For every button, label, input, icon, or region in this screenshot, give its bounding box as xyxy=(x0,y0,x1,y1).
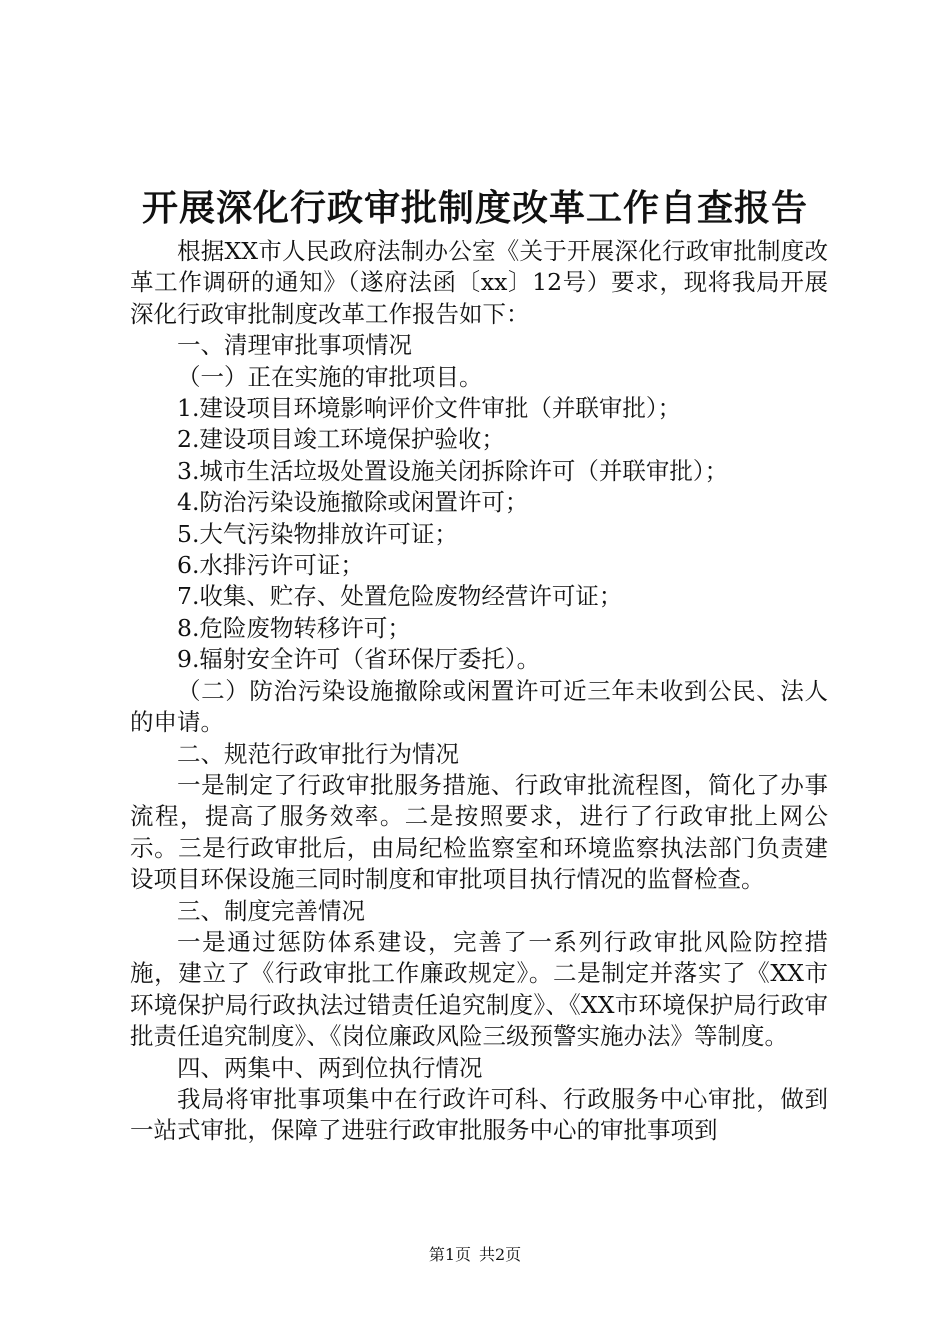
list-item: 8.危险废物转移许可； xyxy=(177,613,411,642)
document-title: 开展深化行政审批制度改革工作自查报告 xyxy=(141,187,808,229)
page-number: 第1页 xyxy=(428,1245,471,1264)
subsection-heading-1: （一）正在实施的审批项目。 xyxy=(177,362,483,391)
section-heading-4: 四、两集中、两到位执行情况 xyxy=(177,1053,483,1082)
list-item: 4.防治污染设施撤除或闲置许可； xyxy=(177,488,529,517)
list-item: 1.建设项目环境影响评价文件审批（并联审批）； xyxy=(177,394,682,423)
list-item: 5.大气污染物排放许可证； xyxy=(177,519,458,548)
list-item: 3.城市生活垃圾处置设施关闭拆除许可（并联审批）； xyxy=(177,456,729,485)
paragraph-section-3: 一是通过惩防体系建设，完善了一系列行政审批风险防控措施，建立了《行政审批工作廉政规定》。二是制定并落实了《XX市环境保护局行政执法过错责任追究制度》、《XX市环境保护局行政审批责任追究制度》、《岗位廉政风险三级预警实施办法》等制度。 xyxy=(130,927,828,1051)
section-heading-1: 一、清理审批事项情况 xyxy=(177,331,412,360)
list-item: 2.建设项目竣工环境保护验收； xyxy=(177,425,505,454)
section-heading-3: 三、制度完善情况 xyxy=(177,896,365,925)
list-item: 6.水排污许可证； xyxy=(177,551,364,580)
paragraph-section-4: 我局将审批事项集中在行政许可科、行政服务中心审批，做到一站式审批，保障了进驻行政审批服务中心的审批事项到 xyxy=(130,1084,828,1145)
list-item: 7.收集、贮存、处置危险废物经营许可证； xyxy=(177,582,623,611)
list-item: 9.辐射安全许可（省环保厅委托）。 xyxy=(177,645,541,674)
subsection-paragraph-2: （二）防治污染设施撤除或闲置许可近三年未收到公民、法人的申请。 xyxy=(130,676,828,737)
document-body xyxy=(130,236,828,1147)
section-heading-2: 二、规范行政审批行为情况 xyxy=(177,739,459,768)
page-footer xyxy=(0,1244,950,1266)
page-total: 共2页 xyxy=(479,1245,522,1264)
paragraph-section-2: 一是制定了行政审批服务措施、行政审批流程图，简化了办事流程，提高了服务效率。二是按照要求，进行了行政审批上网公示。三是行政审批后，由局纪检监察室和环境监察执法部门负责建设项目环保设施三同时制度和审批项目执行情况的监督检查。 xyxy=(130,770,828,894)
paragraph-intro: 根据XX市人民政府法制办公室《关于开展深化行政审批制度改革工作调研的通知》（遂府法函〔xx〕12号）要求，现将我局开展深化行政审批制度改革工作报告如下： xyxy=(130,237,828,328)
